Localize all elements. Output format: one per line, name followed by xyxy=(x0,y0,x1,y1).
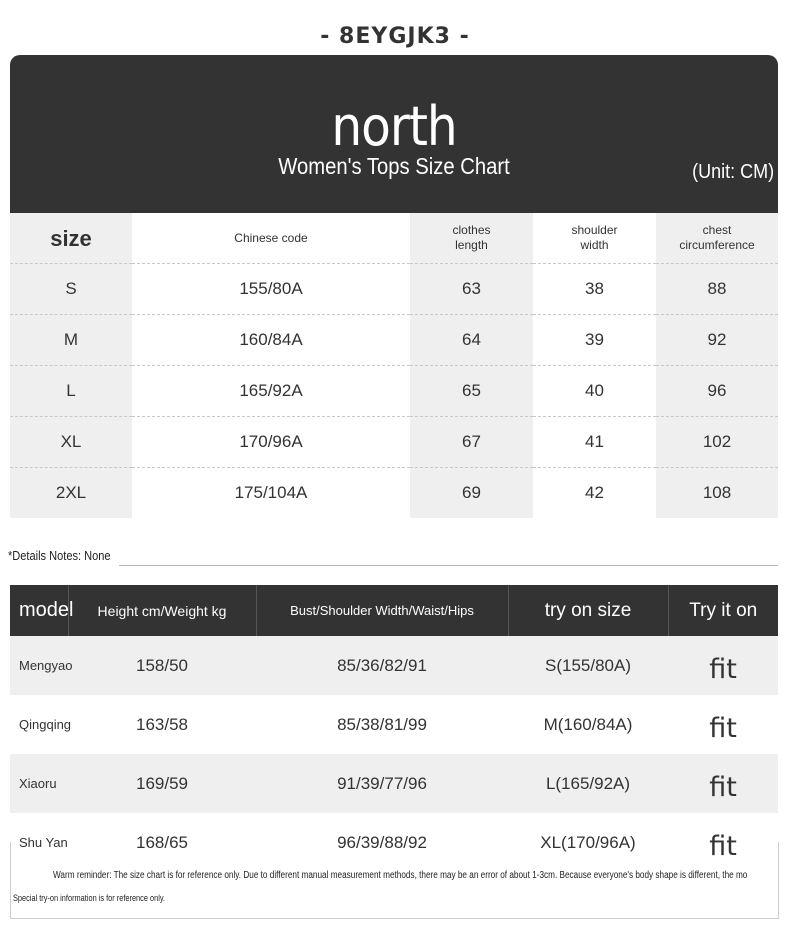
try-on-size-cell: S(155/80A) xyxy=(508,636,668,695)
chart-header xyxy=(10,55,778,213)
measurements-cell: 85/38/81/99 xyxy=(256,695,508,754)
model-name-cell: Shu Yan xyxy=(10,813,68,872)
header-height-weight: Height cm/Weight kg xyxy=(68,585,256,636)
clothes-length-cell: 65 xyxy=(410,366,533,417)
header-try-on-size: try on size xyxy=(508,585,668,636)
try-on-size-cell: XL(170/96A) xyxy=(508,813,668,872)
chest-cell: 102 xyxy=(656,417,778,468)
shoulder-width-cell: 38 xyxy=(533,264,656,315)
reminder-box xyxy=(10,842,779,919)
chest-cell: 92 xyxy=(656,315,778,366)
chart-title: Women's Tops Size Chart xyxy=(278,153,510,179)
chest-cell: 96 xyxy=(656,366,778,417)
size-cell: M xyxy=(10,315,132,366)
size-table-header xyxy=(10,213,778,264)
size-cell: L xyxy=(10,366,132,417)
header-chinese-code: Chinese code xyxy=(132,213,410,264)
measurements-cell: 85/36/82/91 xyxy=(256,636,508,695)
model-table-header xyxy=(10,585,778,636)
header-size: size xyxy=(10,213,132,264)
model-row xyxy=(10,636,778,695)
chinese-code-cell: 175/104A xyxy=(132,468,410,519)
height-weight-cell: 169/59 xyxy=(68,754,256,813)
measurements-cell: 96/39/88/92 xyxy=(256,813,508,872)
fit-result-cell: fit xyxy=(668,636,778,695)
chest-cell: 108 xyxy=(656,468,778,519)
model-row xyxy=(10,695,778,754)
chest-cell: 88 xyxy=(656,264,778,315)
size-row xyxy=(10,417,778,468)
brand-name: north xyxy=(331,95,457,158)
header-try-result: Try it on xyxy=(668,585,778,636)
model-row xyxy=(10,754,778,813)
fit-result-cell: fit xyxy=(668,754,778,813)
model-try-on-table xyxy=(10,585,778,872)
size-cell: 2XL xyxy=(10,468,132,519)
size-row xyxy=(10,264,778,315)
clothes-length-cell: 64 xyxy=(410,315,533,366)
chinese-code-cell: 155/80A xyxy=(132,264,410,315)
size-cell: XL xyxy=(10,417,132,468)
shoulder-width-cell: 42 xyxy=(533,468,656,519)
height-weight-cell: 168/65 xyxy=(68,813,256,872)
height-weight-cell: 158/50 xyxy=(68,636,256,695)
header-model: model xyxy=(10,585,68,636)
model-name-cell: Xiaoru xyxy=(10,754,68,813)
size-table xyxy=(10,213,778,518)
header-shoulder-width: shoulder width xyxy=(533,213,656,264)
size-row xyxy=(10,366,778,417)
unit-label: (Unit: CM) xyxy=(692,161,774,183)
chinese-code-cell: 160/84A xyxy=(132,315,410,366)
shoulder-width-cell: 39 xyxy=(533,315,656,366)
chinese-code-cell: 170/96A xyxy=(132,417,410,468)
header-measurements: Bust/Shoulder Width/Waist/Hips xyxy=(256,585,508,636)
height-weight-cell: 163/58 xyxy=(68,695,256,754)
shoulder-width-cell: 40 xyxy=(533,366,656,417)
clothes-length-cell: 63 xyxy=(410,264,533,315)
product-code: - 8EYGJK3 - xyxy=(320,24,470,49)
model-name-cell: Qingqing xyxy=(10,695,68,754)
special-note: Special try-on information is for reference only. xyxy=(13,893,166,903)
size-cell: S xyxy=(10,264,132,315)
clothes-length-cell: 69 xyxy=(410,468,533,519)
shoulder-width-cell: 41 xyxy=(533,417,656,468)
header-clothes-length: clothes length xyxy=(410,213,533,264)
fit-result-cell: fit xyxy=(668,813,778,872)
measurements-cell: 91/39/77/96 xyxy=(256,754,508,813)
size-row xyxy=(10,315,778,366)
model-name-cell: Mengyao xyxy=(10,636,68,695)
try-on-size-cell: M(160/84A) xyxy=(508,695,668,754)
header-chest: chest circumference xyxy=(656,213,778,264)
size-row xyxy=(10,468,778,519)
fit-result-cell: fit xyxy=(668,695,778,754)
clothes-length-cell: 67 xyxy=(410,417,533,468)
warm-reminder: Warm reminder: The size chart is for reference only. Due to different manual measurement methods, there may be an error of about 1-3cm. Because everyone's body shape is different, the mo xyxy=(53,870,748,881)
chinese-code-cell: 165/92A xyxy=(132,366,410,417)
notes-divider xyxy=(119,565,778,566)
try-on-size-cell: L(165/92A) xyxy=(508,754,668,813)
details-notes: *Details Notes: None xyxy=(8,548,111,563)
